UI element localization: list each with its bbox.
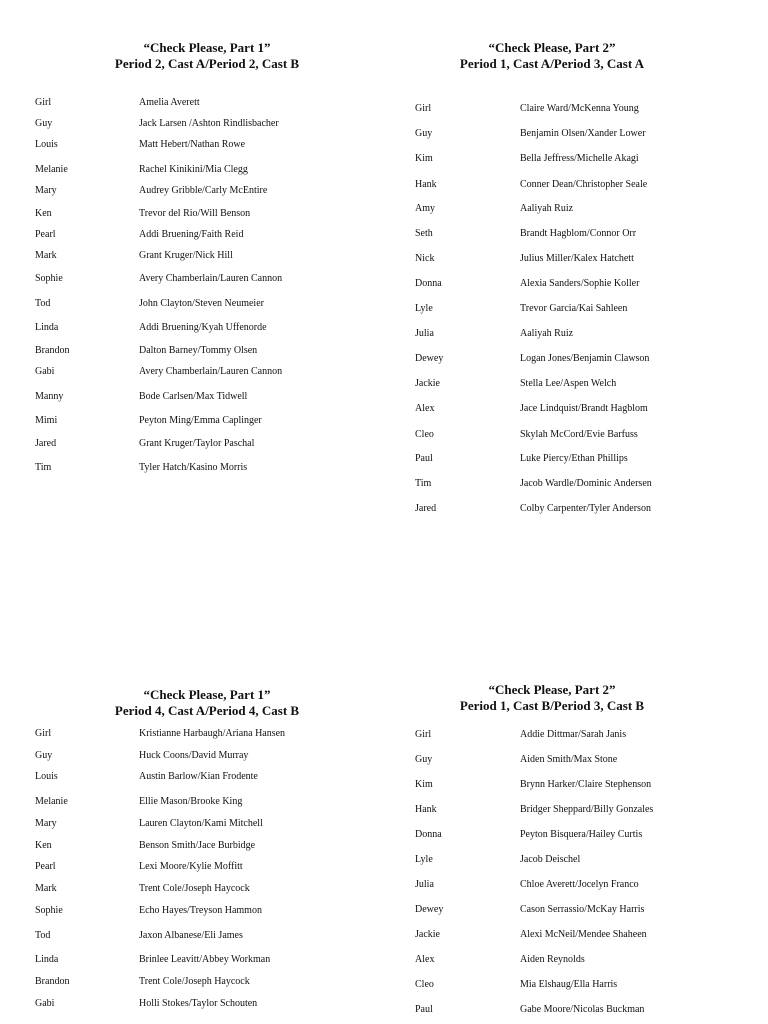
role-name: Donna xyxy=(415,278,442,289)
role-name: Pearl xyxy=(35,861,56,872)
role-name: Sophie xyxy=(35,905,63,916)
cast-members: Alexia Sanders/Sophie Koller xyxy=(520,278,640,289)
cast-members: Colby Carpenter/Tyler Anderson xyxy=(520,503,651,514)
cast-members: Dalton Barney/Tommy Olsen xyxy=(139,345,258,356)
cast-list-title xyxy=(107,687,307,719)
role-name: Gabi xyxy=(35,998,55,1009)
cast-members: Brinlee Leavitt/Abbey Workman xyxy=(139,954,271,965)
cast-members: Benjamin Olsen/Xander Lower xyxy=(520,128,646,139)
role-name: Gabi xyxy=(35,366,55,377)
role-name: Girl xyxy=(35,728,52,739)
cast-members: Huck Coons/David Murray xyxy=(139,750,249,761)
role-name: Tim xyxy=(35,462,52,473)
cast-members: Grant Kruger/Nick Hill xyxy=(139,250,233,261)
role-name: Julia xyxy=(415,328,434,339)
role-name: Kim xyxy=(415,153,433,164)
role-name: Seth xyxy=(415,228,433,239)
cast-members: Holli Stokes/Taylor Schouten xyxy=(139,998,258,1009)
role-name: Paul xyxy=(415,1004,433,1015)
cast-members: Trevor Garcia/Kai Sahleen xyxy=(520,303,628,314)
cast-members: Audrey Gribble/Carly McEntire xyxy=(139,185,268,196)
role-name: Paul xyxy=(415,453,433,464)
cast-members: Avery Chamberlain/Lauren Cannon xyxy=(139,273,283,284)
role-name: Girl xyxy=(35,97,52,108)
role-name: Melanie xyxy=(35,164,68,175)
title-line-2: Period 1, Cast B/Period 3, Cast B xyxy=(459,698,645,713)
cast-members: Aiden Reynolds xyxy=(520,954,585,965)
role-name: Mimi xyxy=(35,415,58,426)
cast-members: Ellie Mason/Brooke King xyxy=(139,796,243,807)
cast-members: John Clayton/Steven Neumeier xyxy=(139,298,264,309)
title-line-1: “Check Please, Part 2” xyxy=(488,40,616,55)
cast-members: Brandt Hagblom/Connor Orr xyxy=(520,228,637,239)
role-name: Donna xyxy=(415,829,442,840)
cast-members: Julius Miller/Kalex Hatchett xyxy=(520,253,634,264)
cast-members: Trent Cole/Joseph Haycock xyxy=(139,883,250,894)
cast-members: Jaxon Albanese/Eli James xyxy=(139,930,243,941)
cast-members: Bella Jeffress/Michelle Akagi xyxy=(520,153,639,164)
role-name: Julia xyxy=(415,879,434,890)
cast-members: Claire Ward/McKenna Young xyxy=(520,103,639,114)
role-name: Jackie xyxy=(415,378,440,389)
cast-members: Conner Dean/Christopher Seale xyxy=(520,179,648,190)
cast-members: Luke Piercy/Ethan Phillips xyxy=(520,453,628,464)
cast-members: Matt Hebert/Nathan Rowe xyxy=(139,139,246,150)
cast-members: Grant Kruger/Taylor Paschal xyxy=(139,438,255,449)
cast-members: Bode Carlsen/Max Tidwell xyxy=(139,391,248,402)
role-name: Kim xyxy=(415,779,433,790)
cast-members: Aaliyah Ruiz xyxy=(520,328,574,339)
cast-members: Echo Hayes/Treyson Hammon xyxy=(139,905,262,916)
cast-members: Trevor del Rio/Will Benson xyxy=(139,208,251,219)
role-name: Guy xyxy=(415,128,433,139)
cast-members: Avery Chamberlain/Lauren Cannon xyxy=(139,366,283,377)
cast-members: Aaliyah Ruiz xyxy=(520,203,574,214)
role-name: Girl xyxy=(415,103,432,114)
cast-members: Mia Elshaug/Ella Harris xyxy=(520,979,618,990)
role-name: Alex xyxy=(415,403,435,414)
title-line-1: “Check Please, Part 2” xyxy=(488,682,616,697)
role-name: Hank xyxy=(415,804,437,815)
cast-list-title xyxy=(452,40,652,72)
role-name: Guy xyxy=(35,750,53,761)
role-name: Ken xyxy=(35,840,52,851)
role-name: Louis xyxy=(35,771,58,782)
cast-members: Peyton Ming/Emma Caplinger xyxy=(139,415,262,426)
role-name: Dewey xyxy=(415,904,444,915)
cast-members: Lexi Moore/Kylie Moffitt xyxy=(139,861,243,872)
role-name: Dewey xyxy=(415,353,444,364)
role-name: Cleo xyxy=(415,979,434,990)
role-name: Jared xyxy=(35,438,57,449)
cast-list-title xyxy=(452,682,652,714)
role-name: Melanie xyxy=(35,796,68,807)
cast-members: Kristianne Harbaugh/Ariana Hansen xyxy=(139,728,286,739)
cast-members: Jack Larsen /Ashton Rindlisbacher xyxy=(139,118,279,129)
cast-members: Addi Bruening/Kyah Uffenorde xyxy=(139,322,267,333)
title-line-1: “Check Please, Part 1” xyxy=(143,687,271,702)
title-line-2: Period 1, Cast A/Period 3, Cast A xyxy=(459,56,645,71)
role-name: Mary xyxy=(35,818,57,829)
cast-members: Lauren Clayton/Kami Mitchell xyxy=(139,818,263,829)
role-name: Manny xyxy=(35,391,64,402)
role-name: Ken xyxy=(35,208,52,219)
role-name: Tod xyxy=(35,930,51,941)
cast-members: Jacob Deischel xyxy=(520,854,581,865)
role-name: Mark xyxy=(35,250,57,261)
cast-members: Addie Dittmar/Sarah Janis xyxy=(520,729,627,740)
role-name: Lyle xyxy=(415,854,433,865)
cast-members: Chloe Averett/Jocelyn Franco xyxy=(520,879,639,890)
cast-members: Logan Jones/Benjamin Clawson xyxy=(520,353,650,364)
role-name: Jared xyxy=(415,503,437,514)
cast-members: Gabe Moore/Nicolas Buckman xyxy=(520,1004,645,1015)
cast-members: Bridger Sheppard/Billy Gonzales xyxy=(520,804,654,815)
role-name: Guy xyxy=(415,754,433,765)
role-name: Tim xyxy=(415,478,432,489)
cast-members: Stella Lee/Aspen Welch xyxy=(520,378,617,389)
role-name: Alex xyxy=(415,954,435,965)
role-name: Brandon xyxy=(35,345,70,356)
cast-members: Alexi McNeil/Mendee Shaheen xyxy=(520,929,647,940)
cast-members: Benson Smith/Jace Burbidge xyxy=(139,840,256,851)
cast-members: Austin Barlow/Kian Frodente xyxy=(139,771,258,782)
role-name: Pearl xyxy=(35,229,56,240)
role-name: Hank xyxy=(415,179,437,190)
role-name: Lyle xyxy=(415,303,433,314)
role-name: Mary xyxy=(35,185,57,196)
role-name: Sophie xyxy=(35,273,63,284)
cast-members: Rachel Kinikini/Mia Clegg xyxy=(139,164,248,175)
role-name: Nick xyxy=(415,253,435,264)
cast-members: Cason Serrassio/McKay Harris xyxy=(520,904,645,915)
role-name: Mark xyxy=(35,883,57,894)
cast-list-title xyxy=(107,40,307,72)
title-line-2: Period 2, Cast A/Period 2, Cast B xyxy=(114,56,300,71)
role-name: Jackie xyxy=(415,929,440,940)
role-name: Girl xyxy=(415,729,432,740)
cast-members: Brynn Harker/Claire Stephenson xyxy=(520,779,652,790)
role-name: Louis xyxy=(35,139,58,150)
cast-members: Aiden Smith/Max Stone xyxy=(520,754,618,765)
role-name: Linda xyxy=(35,322,59,333)
cast-members: Trent Cole/Joseph Haycock xyxy=(139,976,250,987)
role-name: Amy xyxy=(415,203,435,214)
cast-members: Skylah McCord/Evie Barfuss xyxy=(520,429,638,440)
cast-members: Peyton Bisquera/Hailey Curtis xyxy=(520,829,643,840)
role-name: Cleo xyxy=(415,429,434,440)
role-name: Guy xyxy=(35,118,53,129)
cast-members: Jace Lindquist/Brandt Hagblom xyxy=(520,403,648,414)
title-line-1: “Check Please, Part 1” xyxy=(143,40,271,55)
cast-members: Jacob Wardle/Dominic Andersen xyxy=(520,478,652,489)
cast-members: Amelia Averett xyxy=(139,97,200,108)
cast-members: Tyler Hatch/Kasino Morris xyxy=(139,462,248,473)
role-name: Tod xyxy=(35,298,51,309)
title-line-2: Period 4, Cast A/Period 4, Cast B xyxy=(114,703,300,718)
cast-members: Addi Bruening/Faith Reid xyxy=(139,229,244,240)
role-name: Brandon xyxy=(35,976,70,987)
role-name: Linda xyxy=(35,954,59,965)
